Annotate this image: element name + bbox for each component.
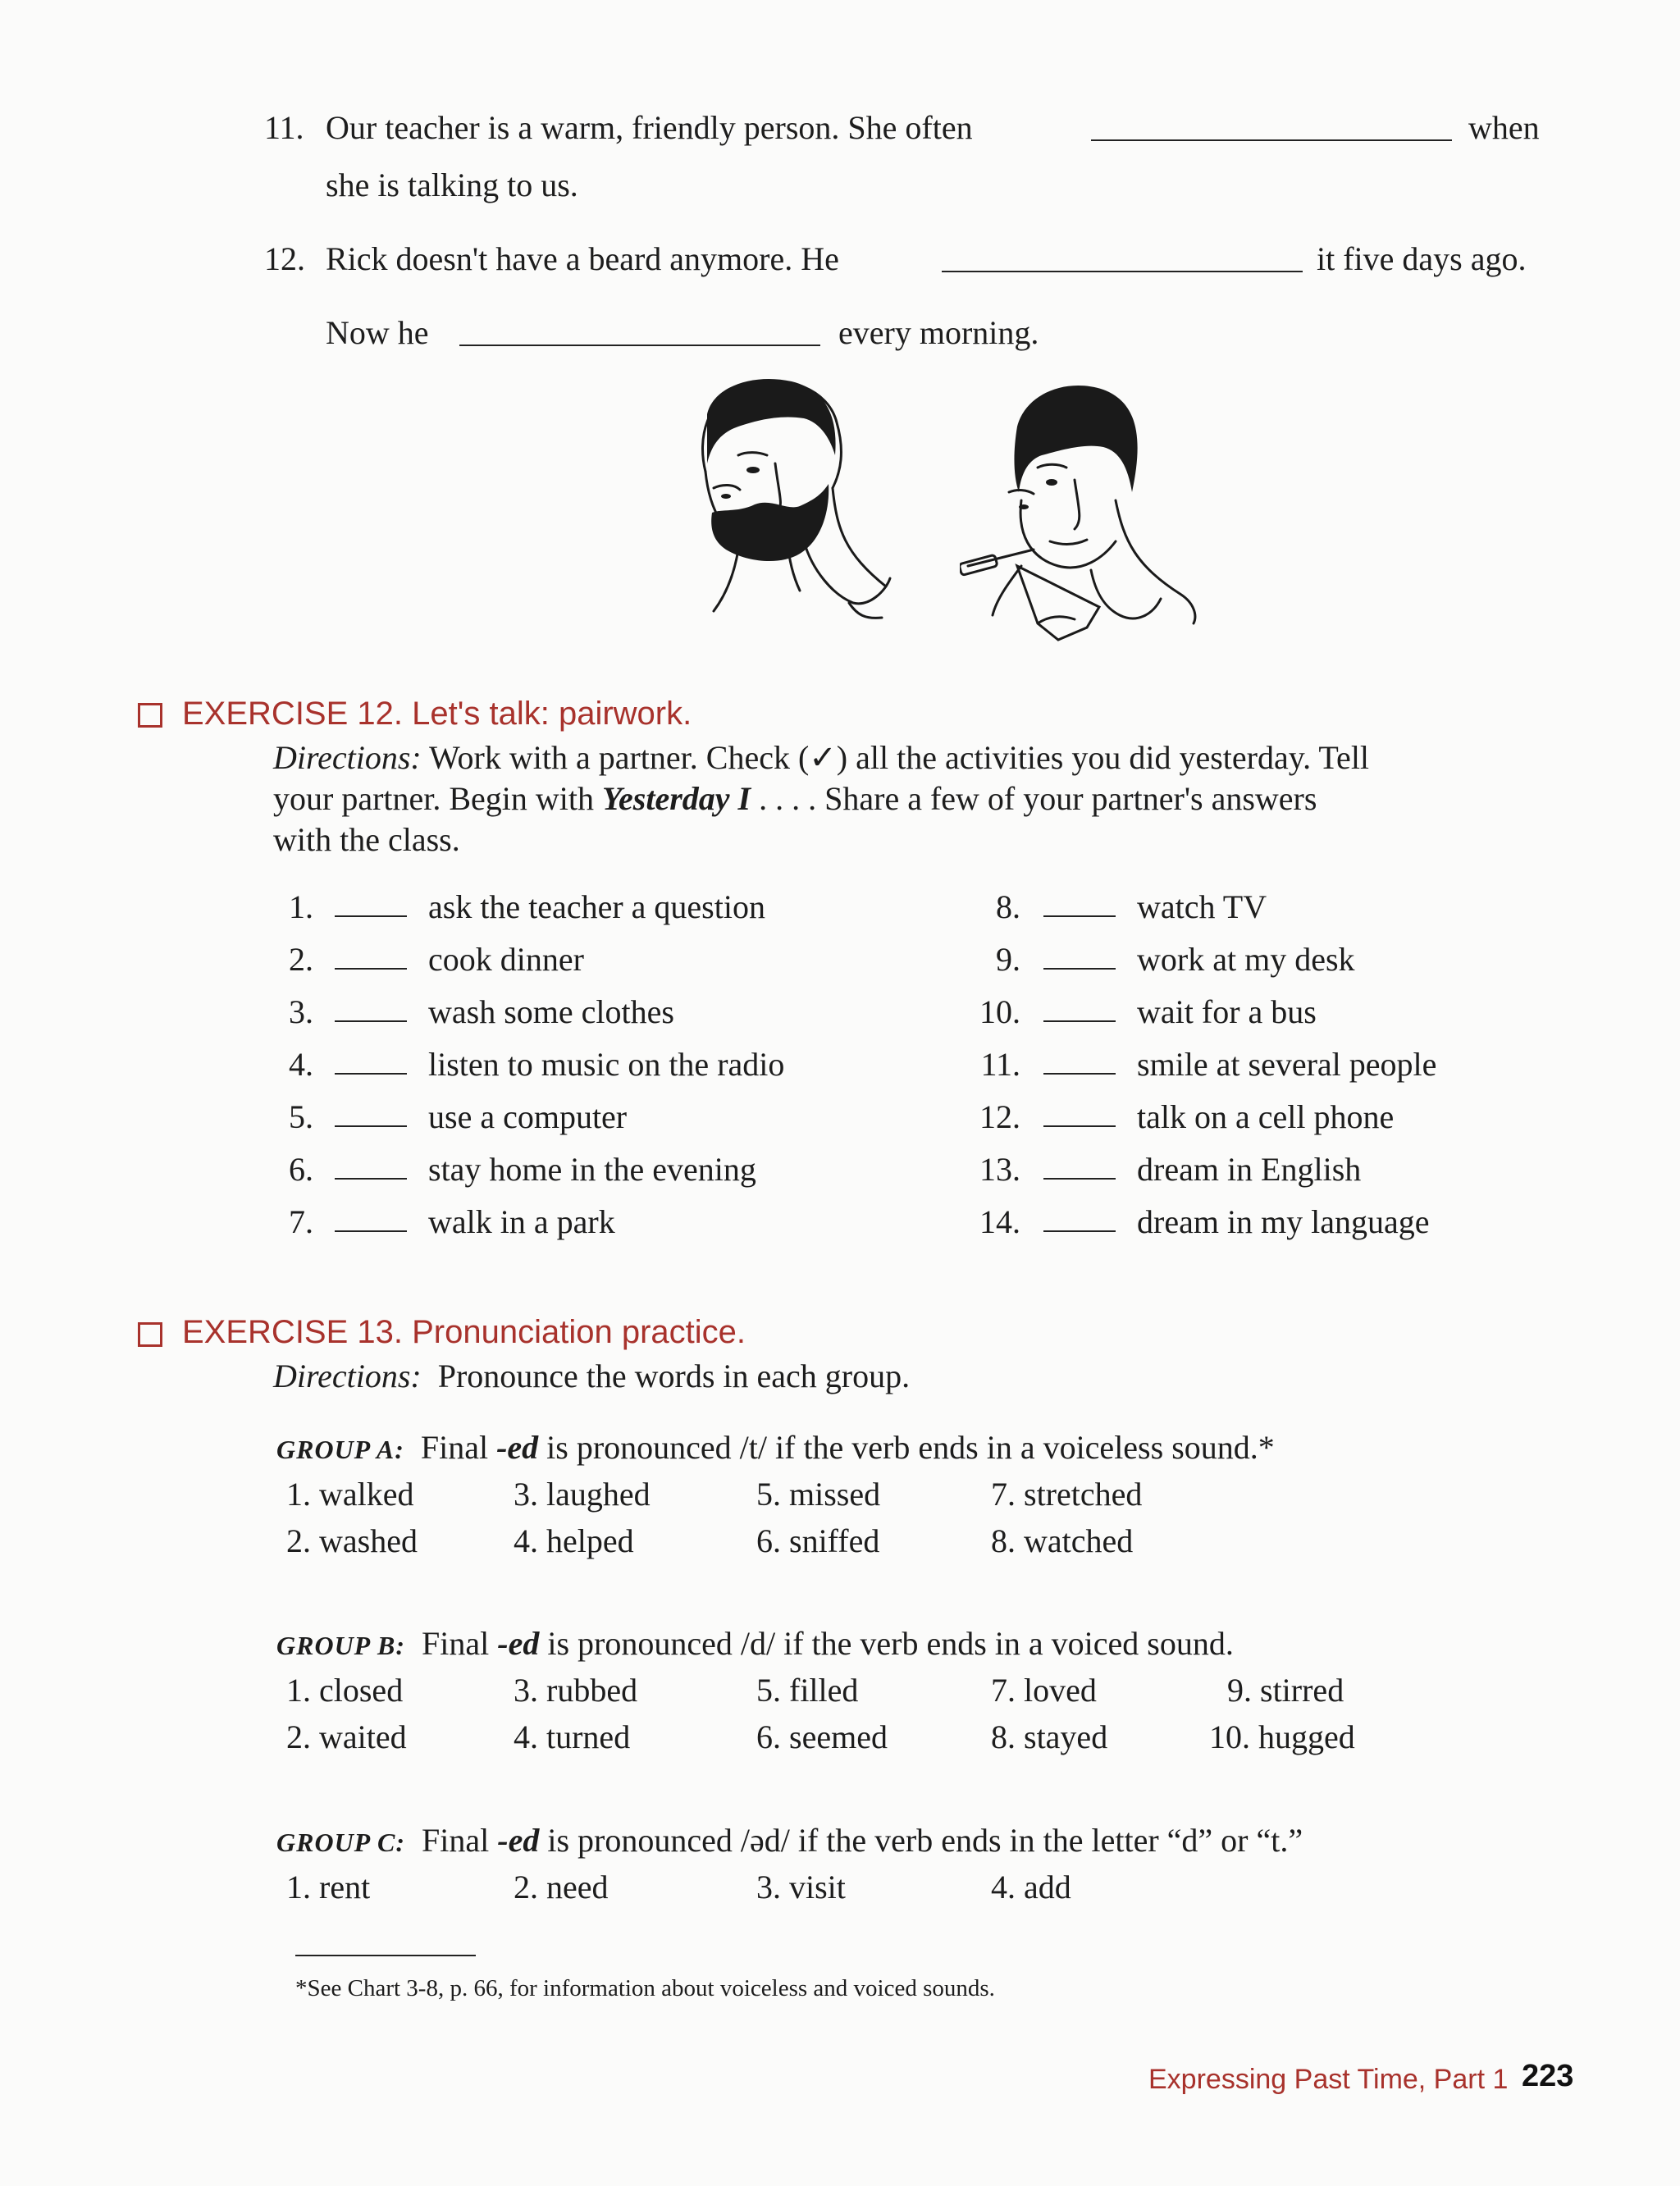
check-blank[interactable]	[1043, 1020, 1116, 1022]
exercise-12-directions-emphasis: Yesterday I	[602, 780, 751, 817]
word-item: 6. sniffed	[756, 1522, 880, 1559]
check-blank[interactable]	[335, 1020, 407, 1022]
check-blank[interactable]	[335, 1230, 407, 1232]
list-item: 4.	[289, 1046, 313, 1083]
footnote: *See Chart 3-8, p. 66, for information about voiceless and voiced sounds.	[295, 1975, 995, 2001]
word-item: 7. stretched	[991, 1476, 1143, 1513]
list-item: 11.	[980, 1046, 1020, 1083]
item-11-number: 11.	[264, 109, 304, 146]
list-item: 7.	[289, 1203, 313, 1240]
word-item: 7. loved	[991, 1672, 1097, 1709]
list-item: 1.	[289, 888, 313, 925]
activity-label: talk on a cell phone	[1137, 1098, 1395, 1135]
exercise-13-directions	[273, 1357, 910, 1395]
exercise-12-directions-line3: with the class.	[273, 821, 460, 858]
activity-label: smile at several people	[1137, 1046, 1437, 1083]
list-item: 6.	[289, 1151, 313, 1188]
item-12-number: 12.	[264, 240, 305, 277]
check-blank[interactable]	[1043, 1178, 1116, 1180]
list-item: 5.	[289, 1098, 313, 1135]
check-blank[interactable]	[335, 1073, 407, 1075]
group-c-rule: GROUP C: Final -ed is pronounced /əd/ if the verb ends in the letter “d” or “t.”	[276, 1822, 1303, 1859]
group-b-label: GROUP B:	[276, 1631, 406, 1660]
list-item: 2.	[289, 941, 313, 978]
activity-label: stay home in the evening	[428, 1151, 756, 1188]
exercise-12-directions-text2c: . . . . Share a few of your partner's answers	[759, 780, 1317, 817]
word-item: 5. missed	[756, 1476, 881, 1513]
exercise-13-title: EXERCISE 13. Pronunciation practice.	[182, 1314, 746, 1350]
activity-label: ask the teacher a question	[428, 888, 765, 925]
item-12-answer-blank-2[interactable]	[459, 345, 820, 346]
group-a-label: GROUP A:	[276, 1435, 404, 1464]
check-blank[interactable]	[335, 1125, 407, 1127]
word-item: 1. walked	[286, 1476, 414, 1513]
word-item: 3. laughed	[514, 1476, 651, 1513]
exercise-12-directions-line1	[273, 738, 1369, 777]
page-number: 223	[1522, 2059, 1574, 2093]
word-item: 2. need	[514, 1869, 609, 1905]
check-blank[interactable]	[335, 915, 407, 917]
list-item: 14.	[979, 1203, 1020, 1240]
word-item: 8. watched	[991, 1522, 1134, 1559]
word-item: 1. closed	[286, 1672, 404, 1709]
word-item: 3. rubbed	[514, 1672, 638, 1709]
group-c-label: GROUP C:	[276, 1828, 406, 1857]
exercise-12-title: EXERCISE 12. Let's talk: pairwork.	[182, 696, 692, 732]
word-item: 6. seemed	[756, 1718, 888, 1755]
activity-label: dream in English	[1137, 1151, 1362, 1188]
footnote-rule	[295, 1955, 476, 1956]
exercise-13-directions-label: Directions:	[273, 1358, 422, 1394]
item-12-text-end: it five days ago.	[1317, 240, 1527, 277]
shaving-man-illustration	[960, 377, 1206, 656]
word-item: 10. hugged	[1209, 1718, 1355, 1755]
item-12-answer-blank-1[interactable]	[942, 271, 1303, 272]
exercise-13-directions-text: Pronounce the words in each group.	[437, 1358, 911, 1394]
check-blank[interactable]	[1043, 1125, 1116, 1127]
word-item: 1. rent	[286, 1869, 371, 1905]
exercise-12-checkbox[interactable]	[138, 703, 162, 728]
group-a-rule: GROUP A: Final -ed is pronounced /t/ if the verb ends in a voiceless sound.*	[276, 1429, 1275, 1466]
activity-label: watch TV	[1137, 888, 1267, 925]
activity-label: walk in a park	[428, 1203, 615, 1240]
word-item: 3. visit	[756, 1869, 846, 1905]
item-12-text-line2-end: every morning.	[838, 314, 1039, 351]
word-item: 2. washed	[286, 1522, 418, 1559]
item-12-text-line2: Now he	[326, 314, 429, 351]
activity-label: listen to music on the radio	[428, 1046, 785, 1083]
bearded-man-illustration	[689, 373, 894, 619]
word-item: 4. add	[991, 1869, 1071, 1905]
list-item: 12.	[979, 1098, 1020, 1135]
activity-label: use a computer	[428, 1098, 628, 1135]
running-footer-title: Expressing Past Time, Part 1	[1148, 2064, 1509, 2095]
word-item: 2. waited	[286, 1718, 407, 1755]
list-item: 10.	[979, 993, 1020, 1030]
item-11-text-line2: she is talking to us.	[326, 167, 578, 203]
exercise-13-checkbox[interactable]	[138, 1322, 162, 1347]
list-item: 8.	[996, 888, 1020, 925]
exercise-12-directions-text1: Work with a partner. Check (✓) all the activities you did yesterday. Tell	[428, 739, 1370, 776]
exercise-12-directions-label: Directions:	[273, 739, 422, 776]
exercise-12-directions-text2a: your partner. Begin with	[273, 780, 595, 817]
item-11-text: Our teacher is a warm, friendly person. She often	[326, 109, 973, 146]
word-item: 9. stirred	[1227, 1672, 1344, 1709]
check-blank[interactable]	[1043, 1230, 1116, 1232]
item-11-text-end: when	[1468, 109, 1540, 146]
activity-label: cook dinner	[428, 941, 584, 978]
activity-label: work at my desk	[1137, 941, 1355, 978]
check-blank[interactable]	[335, 968, 407, 970]
check-blank[interactable]	[335, 1178, 407, 1180]
list-item: 13.	[979, 1151, 1020, 1188]
word-item: 8. stayed	[991, 1718, 1108, 1755]
item-11-answer-blank[interactable]	[1091, 139, 1452, 141]
check-blank[interactable]	[1043, 1073, 1116, 1075]
word-item: 4. turned	[514, 1718, 631, 1755]
list-item: 9.	[996, 941, 1020, 978]
check-blank[interactable]	[1043, 968, 1116, 970]
word-item: 4. helped	[514, 1522, 634, 1559]
list-item: 3.	[289, 993, 313, 1030]
activity-label: dream in my language	[1137, 1203, 1430, 1240]
item-12-text: Rick doesn't have a beard anymore. He	[326, 240, 839, 277]
check-blank[interactable]	[1043, 915, 1116, 917]
exercise-12-directions-line2	[273, 779, 1317, 818]
activity-label: wash some clothes	[428, 993, 674, 1030]
group-b-rule: GROUP B: Final -ed is pronounced /d/ if the verb ends in a voiced sound.	[276, 1625, 1234, 1662]
activity-label: wait for a bus	[1137, 993, 1317, 1030]
word-item: 5. filled	[756, 1672, 859, 1709]
